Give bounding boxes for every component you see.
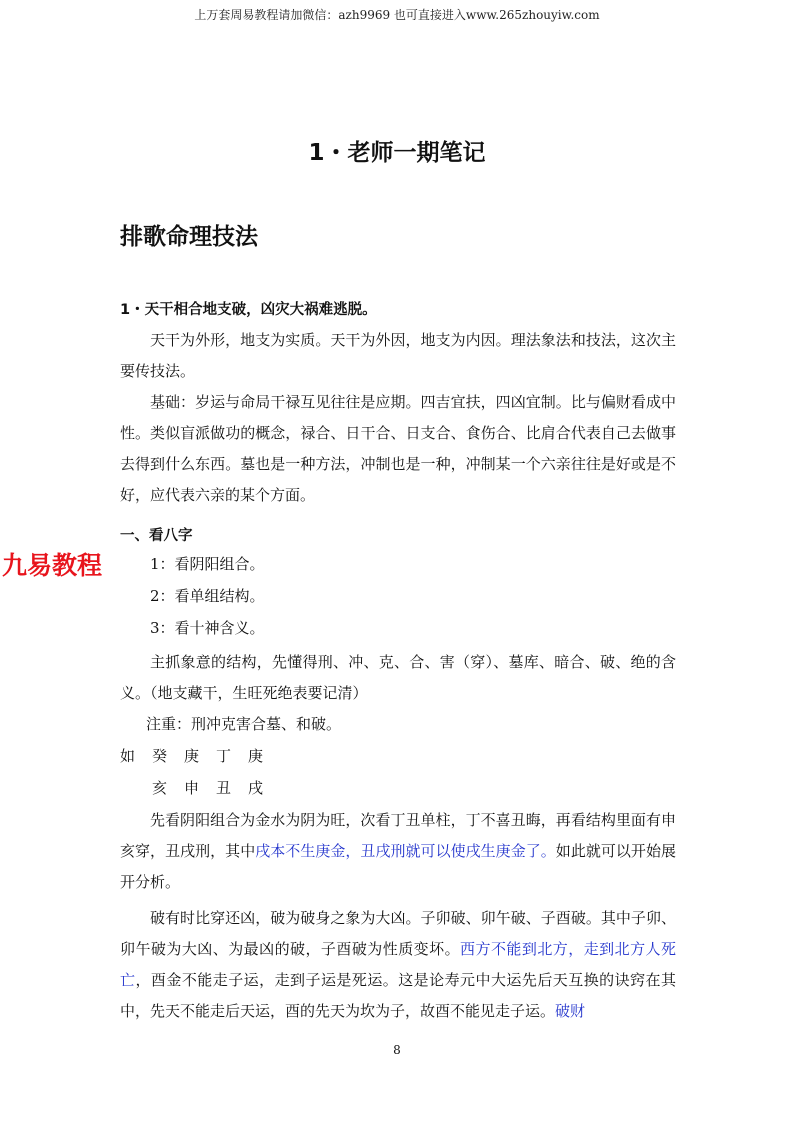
paragraph-po <box>120 903 676 1027</box>
paragraph-analysis <box>120 805 676 898</box>
po-text-mid: ，酉金不能走子运，走到子运是死运。这是论寿元中大运先后天互换的诀窍在其中，先天不能走后天运，酉的先天为坎为子，故酉不能见走子运。 <box>120 971 676 1020</box>
example-prefix: 如 <box>120 747 136 765</box>
step-item: 3：看十神含义。 <box>150 619 265 637</box>
analysis-text: 先看阴阳组合为金水为阴为旺，次看丁丑单柱，丁不喜丑晦，再看结构里面有申亥穿，丑戌刑，其中 <box>120 811 676 860</box>
po-highlight: 西方不能到北方，走到北方人死亡 <box>120 940 676 989</box>
step-item: 1：看阴阳组合。 <box>150 555 265 573</box>
stem-char: 丁 <box>216 747 232 765</box>
paragraph-basics: 基础：岁运与命局干禄互见往往是应期。四吉宜扶，四凶宜制。比与偏财看成中性。类似盲派做功的概念，禄合、日干合、日支合、食伤合、比肩合代表自己去做事去得到什么东西。墓也是一种方法，冲制也是一种，冲制某一个六亲往往是好或是不好，应代表六亲的某个方面。 <box>120 393 676 504</box>
section-title: 排歌命理技法 <box>120 224 258 250</box>
note-line: 注重：刑冲克害合墓、和破。 <box>146 715 342 733</box>
stem-char: 癸 <box>152 747 168 765</box>
paragraph-structure: 主抓象意的结构，先懂得刑、冲、克、合、害（穿）、墓库、暗合、破、绝的含义。（地支藏干，生旺死绝表要记清） <box>120 653 676 702</box>
example-branches <box>152 773 280 804</box>
branch-char: 申 <box>184 779 200 797</box>
page-header: 上万套周易教程请加微信：azh9969 也可直接进入www.265zhouyiw.com <box>194 8 600 22</box>
branch-char: 戌 <box>248 779 264 797</box>
paragraph-intro: 天干为外形，地支为实质。天干为外因，地支为内因。理法象法和技法，这次主要传技法。 <box>120 331 676 380</box>
stem-char: 庚 <box>248 747 264 765</box>
watermark-logo: 九易教程 <box>2 551 103 580</box>
analysis-text-end: 如此就可以开始展开分析。 <box>120 842 676 891</box>
example-stems <box>120 741 280 772</box>
chapter-title: 1・老师一期笔记 <box>308 140 486 166</box>
po-highlight-end: 破财 <box>555 1002 586 1020</box>
branch-char: 亥 <box>152 779 168 797</box>
analysis-highlight: 戌本不生庚金，丑戌刑就可以使戌生庚金了。 <box>255 842 556 860</box>
rule-heading: 1・天干相合地支破，凶灾大祸难逃脱。 <box>120 302 377 318</box>
branch-char: 丑 <box>216 779 232 797</box>
po-text: 破有时比穿还凶，破为破身之象为大凶。子卯破、卯午破、子酉破。其中子卯、卯午破为大凶、为最凶的破，子酉破为性质变坏。 <box>120 909 676 958</box>
stem-char: 庚 <box>184 747 200 765</box>
page-number: 8 <box>393 1043 401 1057</box>
part-heading: 一、看八字 <box>120 528 193 544</box>
step-item: 2：看单组结构。 <box>150 587 265 605</box>
